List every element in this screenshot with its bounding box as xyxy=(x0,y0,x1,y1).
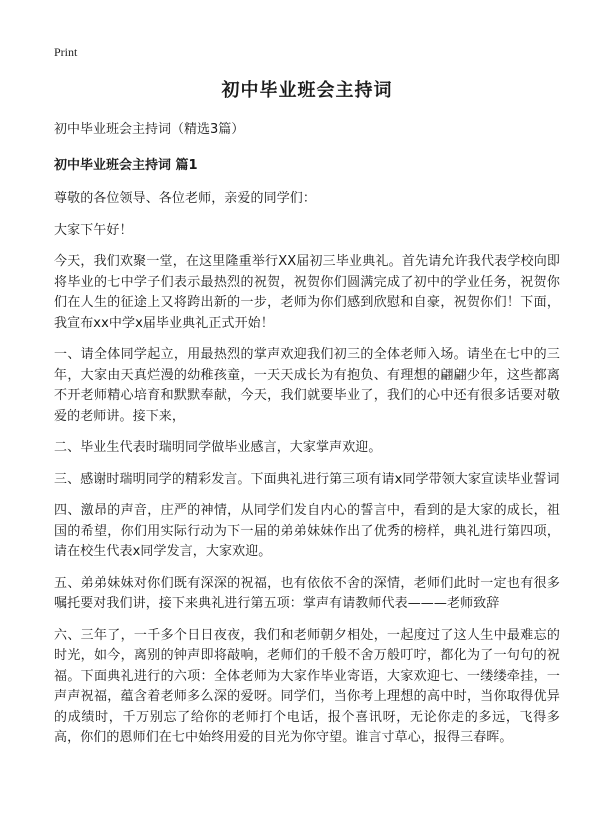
paragraph-salutation: 尊敬的各位领导、各位老师，亲爱的同学们： xyxy=(54,191,317,206)
paragraph-item-3: 三、感谢时瑞明同学的精彩发言。下面典礼进行第三项有请x同学带领大家宣读毕业誓词 xyxy=(54,471,560,487)
document-title: 初中毕业班会主持词 xyxy=(221,80,393,101)
section-heading: 初中毕业班会主持词 篇1 xyxy=(54,158,198,173)
paragraph-item-1: 一、请全体同学起立，用最热烈的掌声欢迎我们初三的全体老师入场。请坐在七中的三年，大家由天真烂漫的幼稚孩童，一天天成长为有抱负、有理想的翩翩少年，这些都离不开老师精心培育和默默奉献，今天，我们就要毕业了，我们的心中还有很多话要对敬爱的老师讲。接下来， xyxy=(54,347,560,424)
paragraph-item-2: 二、毕业生代表时瑞明同学做毕业感言，大家掌声欢迎。 xyxy=(54,440,382,455)
paragraph-item-6: 六、三年了，一千多个日日夜夜，我们和老师朝夕相处，一起度过了这人生中最难忘的时光，如今，离别的钟声即将敲响，老师们的千般不舍万般叮咛，都化为了一句句的祝福。下面典礼进行的六项：全体老师为大家作毕业寄语，大家欢迎七、一缕缕牵挂，一声声祝福，蕴含着老师多么深的爱呀。同学们，当你考上理想的高中时，当你取得优异的成绩时，千万别忘了给你的老师打个电话，报个喜讯呀，无论你走的多远，飞得多高，你们的恩师们在七中始终用爱的目光为你守望。谁言寸草心，报得三春晖。 xyxy=(54,627,560,745)
print-link[interactable]: Print xyxy=(54,45,78,59)
paragraph-greeting: 大家下午好！ xyxy=(54,222,133,238)
paragraph-item-4: 四、激昂的声音，庄严的神情，从同学们发自内心的誓言中，看到的是大家的成长，祖国的希望，你们用实际行动为下一届的弟弟妹妹作出了优秀的榜样，典礼进行第四项，请在校生代表x同学发言，大家欢迎。 xyxy=(54,503,560,559)
paragraph-item-5: 五、弟弟妹妹对你们既有深深的祝福，也有依依不舍的深情，老师们此时一定也有很多嘱托要对我们讲，接下来典礼进行第五项：掌声有请教师代表———老师致辞 xyxy=(54,575,560,611)
paragraph-opening: 今天，我们欢聚一堂，在这里隆重举行XX届初三毕业典礼。首先请允许我代表学校向即将毕业的七中学子们表示最热烈的祝贺，祝贺你们圆满完成了初中的学业任务，祝贺你们在人生的征途上又将跨出新的一步，老师为你们感到欣慰和自豪，祝贺你们！下面，我宣布xx中学x届毕业典礼正式开始！ xyxy=(54,254,560,331)
document-subtitle: 初中毕业班会主持词（精选3篇） xyxy=(54,122,245,137)
